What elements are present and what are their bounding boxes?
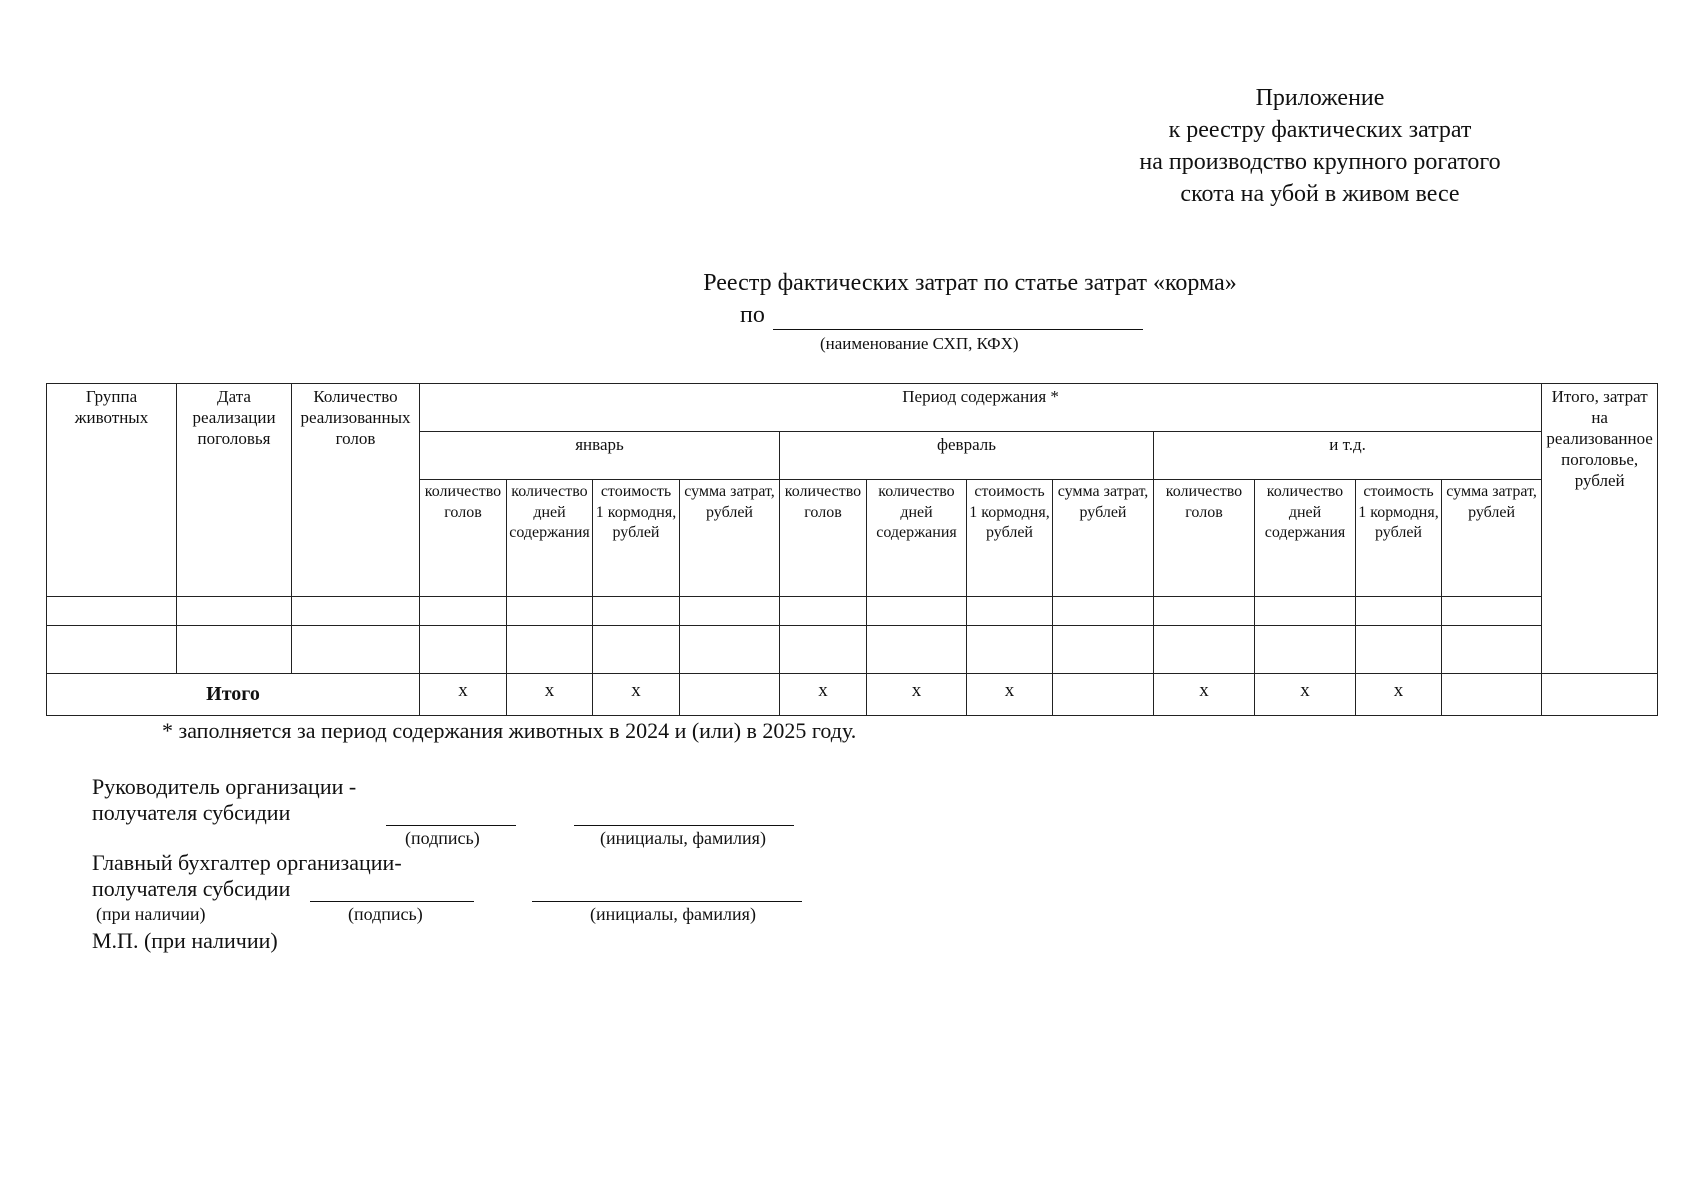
- appendix-line-2: к реестру фактических затрат: [1168, 117, 1472, 143]
- footnote: * заполняется за период содержания животных в 2024 и (или) в 2025 году.: [162, 718, 857, 743]
- table-cell[interactable]: [593, 626, 680, 674]
- table-cell[interactable]: [1053, 626, 1154, 674]
- table-cell[interactable]: [177, 626, 292, 674]
- header-month-etc: и т.д.: [1154, 432, 1542, 480]
- table-cell[interactable]: [1356, 626, 1442, 674]
- accountant-signature-caption: (подпись): [348, 904, 423, 924]
- x-mark: х: [780, 674, 867, 716]
- table-cell[interactable]: [507, 626, 593, 674]
- etc-total-sum-cell[interactable]: [1442, 674, 1542, 716]
- table-row: [47, 597, 1658, 626]
- x-mark: х: [593, 674, 680, 716]
- table-cell[interactable]: [680, 626, 780, 674]
- table-cell[interactable]: [507, 597, 593, 626]
- header-animal-group: Группа животных: [47, 384, 177, 597]
- x-mark: х: [867, 674, 967, 716]
- header-total-cost: Итого, затрат на реализованное поголовье, рублей: [1542, 384, 1658, 674]
- accountant-signature-blank[interactable]: [310, 900, 474, 902]
- header-heads-sold: Количество реализованных голов: [292, 384, 420, 597]
- table-cell[interactable]: [420, 626, 507, 674]
- table-cell[interactable]: [780, 597, 867, 626]
- feb-feed-day-cost-header: стоимость 1 кормодня, рублей: [967, 480, 1053, 597]
- accountant-signature-label-2: получателя субсидии: [92, 876, 291, 901]
- table-cell[interactable]: [47, 626, 177, 674]
- feb-sum-header: сумма затрат, рублей: [1053, 480, 1154, 597]
- total-label: Итого: [47, 674, 420, 716]
- head-signature-blank[interactable]: [386, 824, 516, 826]
- accountant-signature-label-1: Главный бухгалтер организации-: [92, 850, 402, 875]
- table-cell[interactable]: [1154, 597, 1255, 626]
- table-cell[interactable]: [867, 626, 967, 674]
- total-row: [47, 674, 1658, 716]
- jan-heads-header: количество голов: [420, 480, 507, 597]
- stamp-place-label: М.П. (при наличии): [92, 928, 278, 953]
- x-mark: х: [507, 674, 593, 716]
- etc-days-header: количество дней содержания: [1255, 480, 1356, 597]
- table-cell[interactable]: [1356, 597, 1442, 626]
- table-cell[interactable]: [967, 626, 1053, 674]
- table-cell[interactable]: [780, 626, 867, 674]
- jan-feed-day-cost-header: стоимость 1 кормодня, рублей: [593, 480, 680, 597]
- table-cell[interactable]: [1442, 597, 1542, 626]
- accountant-initials-blank[interactable]: [532, 900, 802, 902]
- table-cell[interactable]: [867, 597, 967, 626]
- table-cell[interactable]: [177, 597, 292, 626]
- etc-sum-header: сумма затрат, рублей: [1442, 480, 1542, 597]
- table-cell[interactable]: [47, 597, 177, 626]
- table-cell[interactable]: [593, 597, 680, 626]
- appendix-line-4: скота на убой в живом весе: [1180, 181, 1460, 207]
- table-cell[interactable]: [967, 597, 1053, 626]
- organization-name-line: [740, 300, 1143, 330]
- table-cell[interactable]: [1154, 626, 1255, 674]
- head-initials-caption: (инициалы, фамилия): [600, 828, 766, 848]
- head-signature-caption: (подпись): [405, 828, 480, 848]
- accountant-initials-caption: (инициалы, фамилия): [590, 904, 756, 924]
- head-signature-label-2: получателя субсидии: [92, 800, 291, 825]
- header-month-january: январь: [420, 432, 780, 480]
- document-title: Реестр фактических затрат по статье затрат «корма»: [703, 270, 1237, 296]
- header-month-february: февраль: [780, 432, 1154, 480]
- appendix-line-3: на производство крупного рогатого: [1139, 149, 1501, 175]
- etc-heads-header: количество голов: [1154, 480, 1255, 597]
- table-cell[interactable]: [680, 597, 780, 626]
- feb-total-sum-cell[interactable]: [1053, 674, 1154, 716]
- table-cell[interactable]: [1442, 626, 1542, 674]
- x-mark: х: [967, 674, 1053, 716]
- appendix-line-1: Приложение: [1255, 85, 1385, 111]
- table-row: [47, 626, 1658, 674]
- table-cell[interactable]: [292, 597, 420, 626]
- table-cell[interactable]: [1255, 626, 1356, 674]
- organization-name-blank[interactable]: [773, 303, 1143, 330]
- x-mark: х: [1154, 674, 1255, 716]
- table-cell[interactable]: [1053, 597, 1154, 626]
- expense-register-table: [46, 383, 1658, 716]
- feb-heads-header: количество голов: [780, 480, 867, 597]
- x-mark: х: [1356, 674, 1442, 716]
- jan-total-sum-cell[interactable]: [680, 674, 780, 716]
- table-cell[interactable]: [292, 626, 420, 674]
- x-mark: х: [1255, 674, 1356, 716]
- po-label: по: [740, 302, 765, 328]
- jan-days-header: количество дней содержания: [507, 480, 593, 597]
- appendix-header: [1060, 82, 1580, 210]
- head-initials-blank[interactable]: [574, 824, 794, 826]
- etc-feed-day-cost-header: стоимость 1 кормодня, рублей: [1356, 480, 1442, 597]
- header-period: Период содержания *: [420, 384, 1542, 432]
- organization-caption: (наименование СХП, КФХ): [820, 334, 1019, 353]
- jan-sum-header: сумма затрат, рублей: [680, 480, 780, 597]
- grand-total-cell[interactable]: [1542, 674, 1658, 716]
- header-sale-date: Дата реализации поголовья: [177, 384, 292, 597]
- feb-days-header: количество дней содержания: [867, 480, 967, 597]
- accountant-optional-caption: (при наличии): [96, 904, 206, 924]
- table-cell[interactable]: [420, 597, 507, 626]
- head-signature-label-1: Руководитель организации -: [92, 774, 357, 799]
- table-cell[interactable]: [1255, 597, 1356, 626]
- x-mark: х: [420, 674, 507, 716]
